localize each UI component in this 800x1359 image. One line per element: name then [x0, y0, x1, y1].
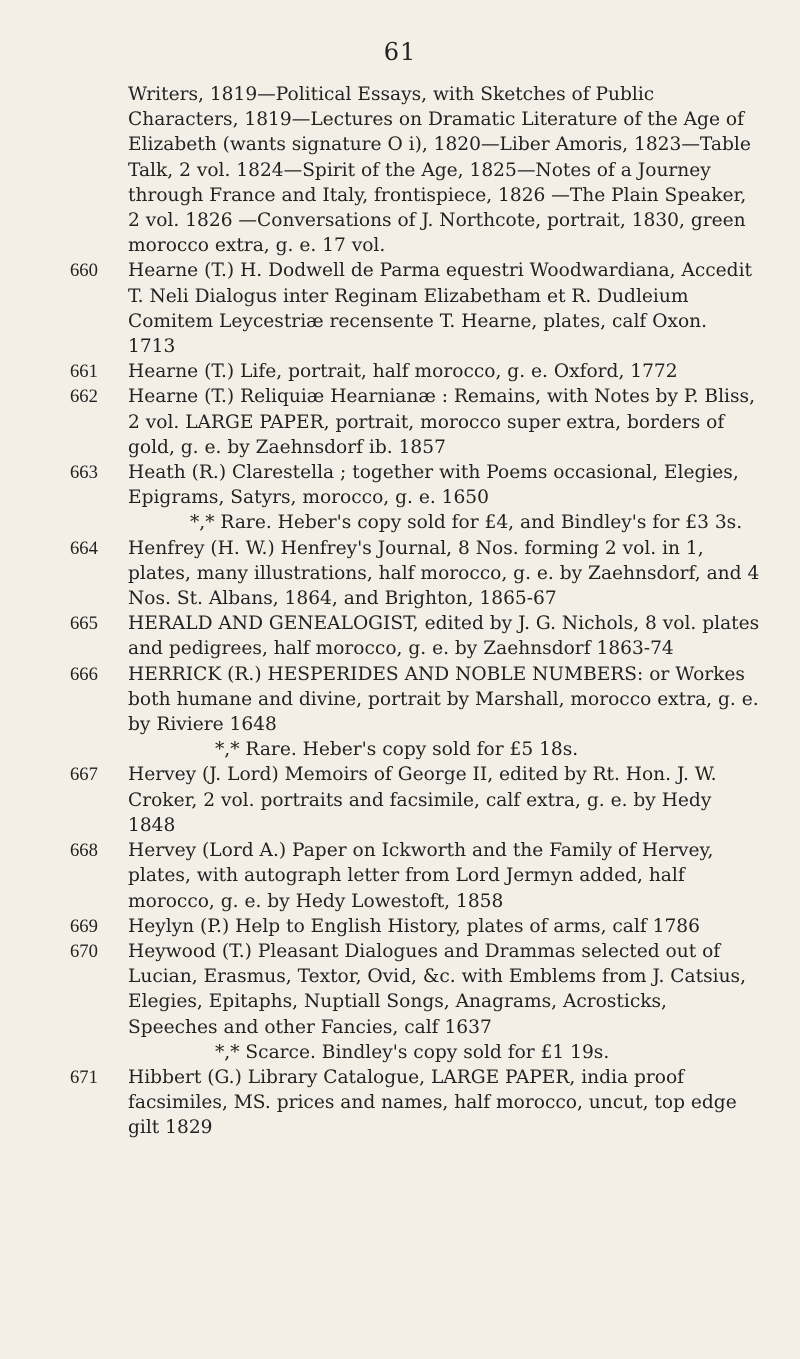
lot-entry-669	[70, 914, 760, 939]
catalogue-body	[70, 82, 760, 1141]
lot-entry-665	[70, 611, 760, 661]
lot-number: 670	[70, 940, 98, 962]
lot-description: Heath (R.) Clarestella ; together with Poems occasional, Elegies, Epigrams, Satyrs, morocco, g. e. 1650	[128, 462, 739, 509]
lot-entry-667	[70, 762, 760, 838]
lot-description: HERALD AND GENEALOGIST, edited by J. G. Nichols, 8 vol. plates and pedigrees, half morocco, g. e. by Zaehnsdorf 1863-74	[128, 613, 760, 660]
rarity-note: *,* Scarce. Bindley's copy sold for £1 19s.	[215, 1041, 610, 1063]
lot-number: 662	[70, 386, 98, 408]
lot-number: 660	[70, 260, 98, 282]
lot-number: 665	[70, 613, 98, 635]
lot-entry-662	[70, 384, 760, 460]
lot-description: Hearne (T.) Life, portrait, half morocco, g. e. Oxford, 1772	[128, 361, 678, 383]
lot-entry-664	[70, 536, 760, 612]
lot-number: 668	[70, 840, 98, 862]
lot-description: Hearne (T.) H. Dodwell de Parma equestri Woodwardiana, Accedit T. Neli Dialogus inter Reginam Elizabetham et R. Dudleium Comitem Leycestriæ recensente T. Hearne, plates, calf Oxon. 1713	[128, 260, 753, 358]
lot-number: 663	[70, 462, 98, 484]
lot-description: Hibbert (G.) Library Catalogue, LARGE PAPER, india proof facsimiles, MS. prices and names, half morocco, uncut, top edge gilt 1829	[128, 1066, 737, 1139]
lot-number: 667	[70, 764, 98, 786]
page-number: 61	[383, 38, 417, 66]
intro-text: Writers, 1819—Political Essays, with Sketches of Public Characters, 1819—Lectures on Dramatic Literature of the Age of Elizabeth (wants signature O i), 1820—Liber Amoris, 1823—Table Talk, 2 vol. 1824—Spirit of the Age, 1825—Notes of a Journey through France and Italy, frontispiece, 1826 —The Plain Speaker, 2 vol. 1826 —Conversations of J. Northcote, portrait, 1830, green morocco extra, g. e. 17 vol.	[128, 84, 751, 257]
lot-description: Hearne (T.) Reliquiæ Hearnianæ : Remains, with Notes by P. Bliss, 2 vol. LARGE PAPER, portrait, morocco super extra, borders of gold, g. e. by Zaehnsdorf ib. 1857	[128, 386, 755, 458]
lot-number: 669	[70, 915, 98, 937]
lot-description: HERRICK (R.) HESPERIDES AND NOBLE NUMBERS: or Workes both humane and divine, portrait by Marshall, morocco extra, g. e. by Riviere 1648	[128, 663, 759, 736]
lot-description: Heywood (T.) Pleasant Dialogues and Drammas selected out of Lucian, Erasmus, Textor, Ovid, &c. with Emblems from J. Catsius, Elegies, Epitaphs, Nuptiall Songs, Anagrams, Acrosticks, Speeches and other Fancies, calf 1637	[128, 940, 747, 1038]
lot-entry-663	[70, 460, 760, 510]
lot-entry-671	[70, 1065, 760, 1141]
intro-continuation	[70, 82, 760, 258]
lot-description: Heylyn (P.) Help to English History, plates of arms, calf 1786	[128, 915, 700, 937]
lot-number: 664	[70, 537, 98, 559]
lot-entry-668	[70, 838, 760, 914]
lot-description: Henfrey (H. W.) Henfrey's Journal, 8 Nos. forming 2 vol. in 1, plates, many illustrations, half morocco, g. e. by Zaehnsdorf, and 4 Nos. St. Albans, 1864, and Brighton, 1865-67	[128, 537, 760, 610]
lot-description: Hervey (Lord A.) Paper on Ickworth and the Family of Hervey, plates, with autograph letter from Lord Jermyn added, half morocco, g. e. by Hedy Lowestoft, 1858	[128, 840, 714, 912]
lot-entry-660	[70, 258, 760, 359]
lot-entry-666	[70, 662, 760, 738]
rarity-note: *,* Rare. Heber's copy sold for £5 18s.	[215, 739, 579, 761]
rarity-note: *,* Rare. Heber's copy sold for £4, and Bindley's for £3 3s.	[190, 512, 743, 534]
lot-number: 666	[70, 663, 98, 685]
lot-number: 661	[70, 361, 98, 383]
lot-description: Hervey (J. Lord) Memoirs of George II, edited by Rt. Hon. J. W. Croker, 2 vol. portraits and facsimile, calf extra, g. e. by Hedy 1848	[128, 764, 717, 836]
lot-entry-661	[70, 359, 760, 384]
lot-number: 671	[70, 1066, 98, 1088]
lot-entry-670	[70, 939, 760, 1040]
